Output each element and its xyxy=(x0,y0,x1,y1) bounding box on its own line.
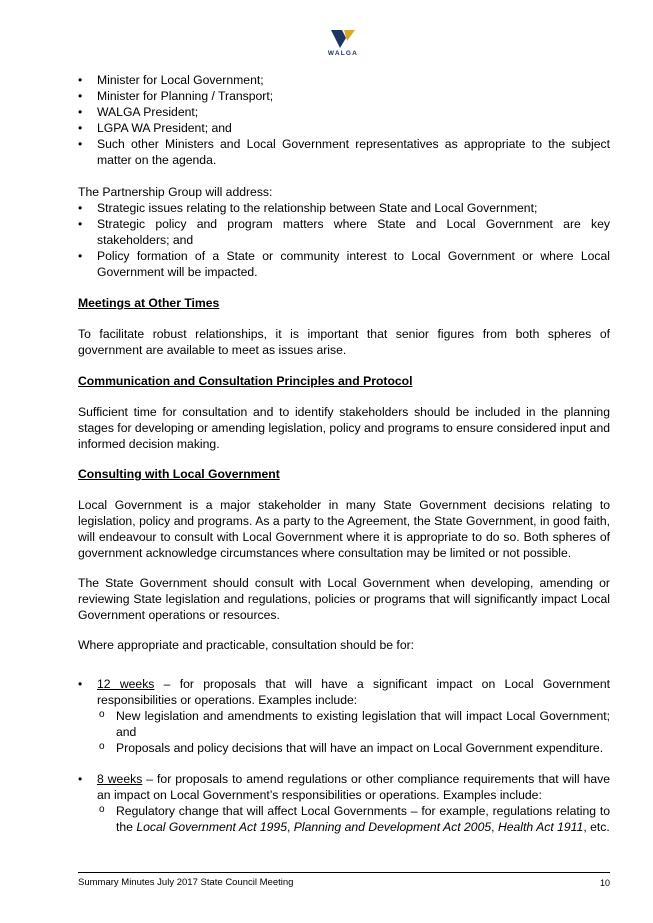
logo-text: WALGA xyxy=(327,50,359,57)
members-list-block xyxy=(78,72,610,168)
members-list xyxy=(78,72,610,168)
list-item: • Strategic policy and program matters where State and Local Government are key stakeholders; and xyxy=(78,216,610,248)
timeframes-block xyxy=(78,676,610,835)
consulting-para-3: Where appropriate and practicable, consultation should be for: xyxy=(78,638,415,652)
page-number: 10 xyxy=(599,878,610,888)
list-item xyxy=(78,676,610,756)
timeframe-text: – for proposals that will have a significant impact on Local Government responsibilities or operations. Examples include: xyxy=(97,677,610,707)
timeframes-list xyxy=(78,676,610,835)
list-item: • LGPA WA President; and xyxy=(78,120,610,136)
list-item: o New legislation and amendments to existing legislation that will impact Local Government; and xyxy=(97,708,610,740)
meetings-section xyxy=(78,295,610,358)
partnership-list xyxy=(78,200,610,280)
example-tail: , etc. xyxy=(583,820,610,834)
list-item xyxy=(97,803,610,835)
consulting-section xyxy=(78,466,610,653)
act-title: Local Government Act 1995 xyxy=(136,820,287,834)
list-item: • Minister for Planning / Transport; xyxy=(78,88,610,104)
consulting-para-2: The State Government should consult with Local Government when developing, amending or reviewing State legislation and regulations, policies or programs that will significantly impact Local Government operations or resources. xyxy=(78,576,610,622)
timeframe-text: – for proposals to amend regulations or other compliance requirements that will have an impact on Local Government’s responsibilities or operations. Examples include: xyxy=(97,772,610,802)
list-item: • Such other Ministers and Local Government representatives as appropriate to the subject matter on the agenda. xyxy=(78,136,610,168)
separator: , xyxy=(491,820,498,834)
partnership-block xyxy=(78,184,610,280)
footer-title: Summary Minutes July 2017 State Council Meeting xyxy=(78,877,294,888)
section-heading: Meetings at Other Times xyxy=(78,296,220,310)
timeframe-period: 12 weeks xyxy=(97,677,155,691)
example-text: Regulatory change that will affect Local Governments – for example, regulations relating to the xyxy=(116,804,610,834)
list-item: • WALGA President; xyxy=(78,104,610,120)
list-item: o Proposals and policy decisions that will have an impact on Local Government expenditure. xyxy=(97,740,610,756)
footer-divider xyxy=(78,872,610,873)
act-title: Health Act 1911 xyxy=(497,820,584,834)
consulting-para-1: Local Government is a major stakeholder in many State Government decisions relating to legislation, policy and programs. As a party to the Agreement, the State Government, in good faith, will endeavour to consult with Local Government where it is appropriate to do so. Both spheres of government acknowledge circumstances where consultation may be limited or not possible. xyxy=(78,498,610,560)
communication-text: Sufficient time for consultation and to identify stakeholders should be included in the planning stages for developing or amending legislation, policy and programs to ensure considered input and informed decision making. xyxy=(78,405,610,451)
meetings-text: To facilitate robust relationships, it is important that senior figures from both spheres of government are available to meet as issues arise. xyxy=(78,327,610,357)
walga-logo-mark xyxy=(326,28,360,50)
section-heading: Consulting with Local Government xyxy=(78,467,280,481)
examples-list xyxy=(97,803,610,835)
separator: , xyxy=(286,820,294,834)
communication-section xyxy=(78,373,610,452)
examples-list xyxy=(97,708,610,756)
walga-logo xyxy=(326,28,360,58)
list-item: • Policy formation of a State or community interest to Local Government or where Local Government will be impacted. xyxy=(78,248,610,280)
list-item: • Minister for Local Government; xyxy=(78,72,610,88)
partnership-intro: The Partnership Group will address: xyxy=(78,185,273,199)
section-heading: Communication and Consultation Principles and Protocol xyxy=(78,374,413,388)
timeframe-period: 8 weeks xyxy=(97,772,143,786)
list-item xyxy=(78,771,610,835)
list-item: • Strategic issues relating to the relationship between State and Local Government; xyxy=(78,200,610,216)
act-title: Planning and Development Act 2005 xyxy=(293,820,492,834)
